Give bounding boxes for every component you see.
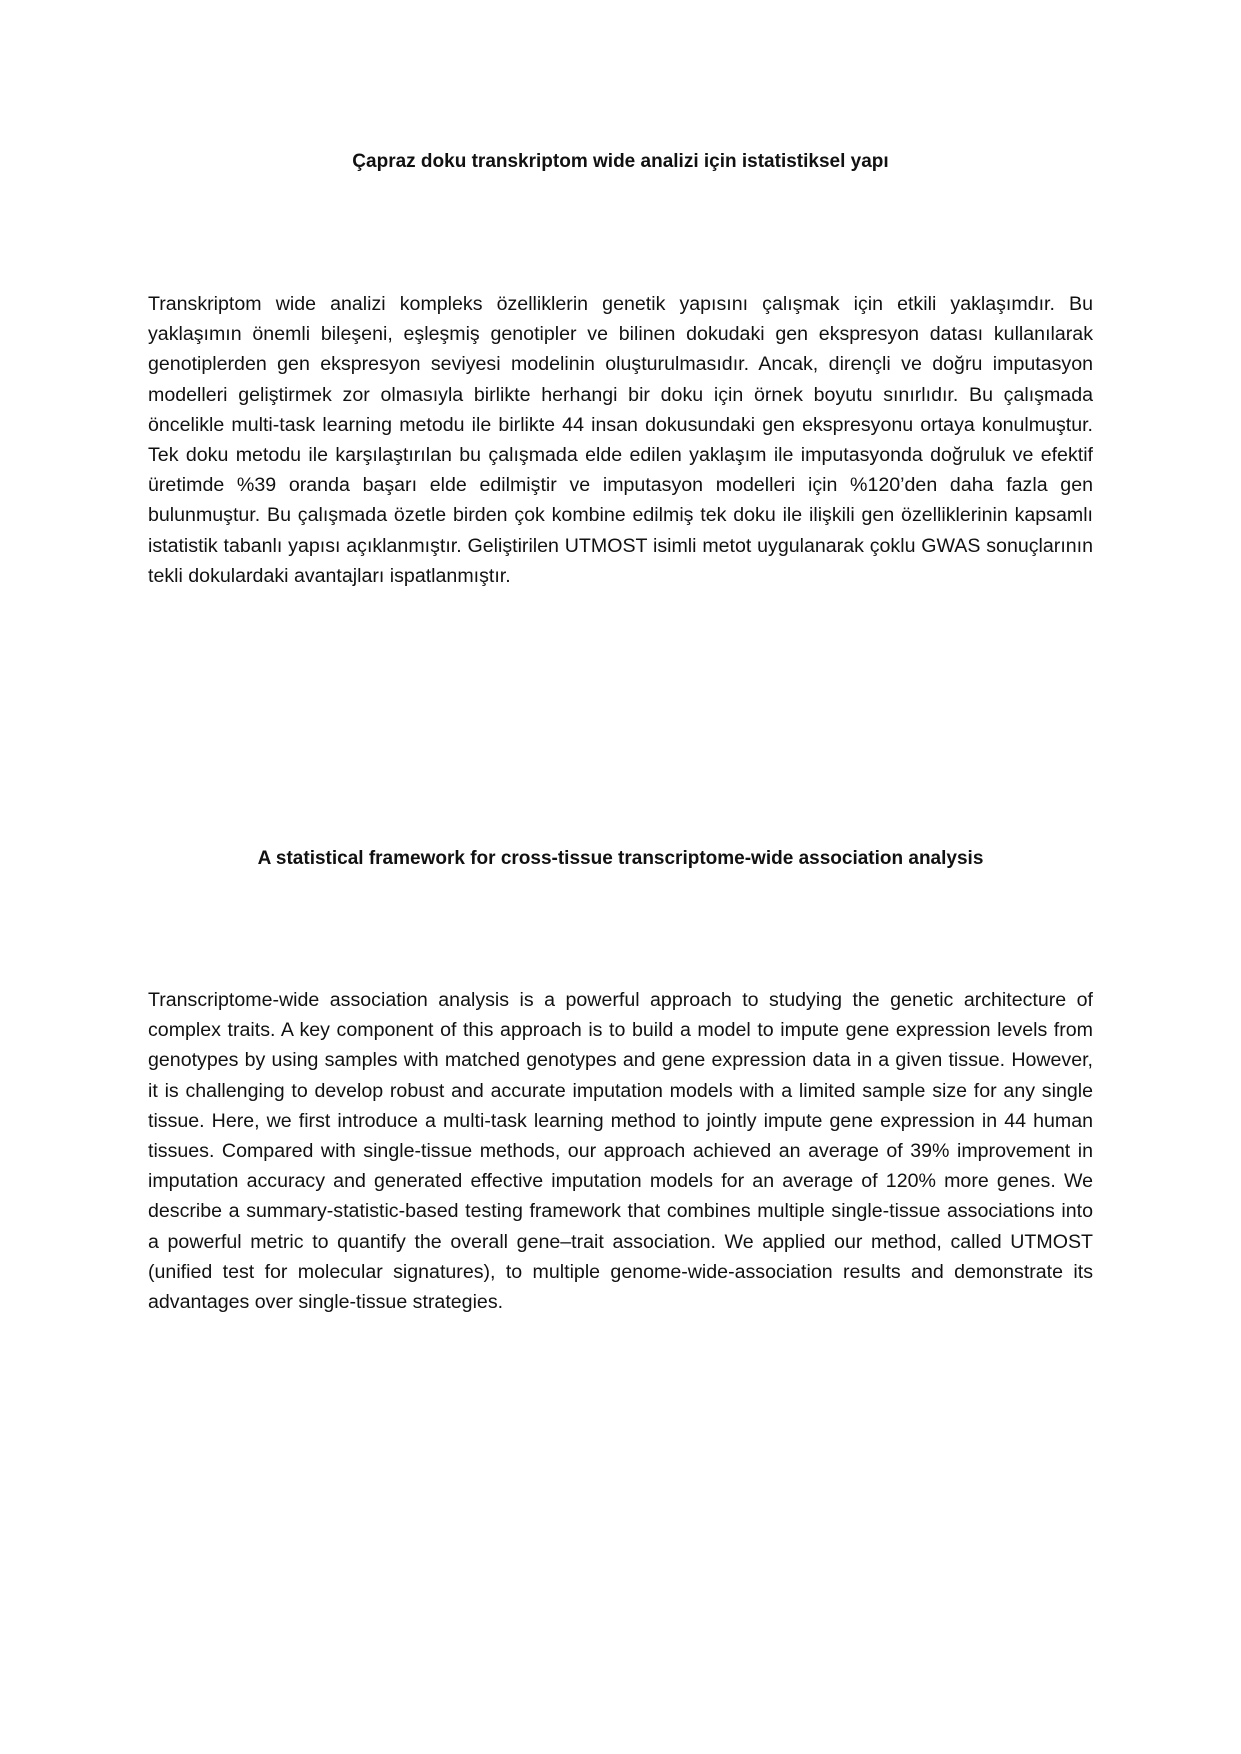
- turkish-title: Çapraz doku transkriptom wide analizi için istatistiksel yapı: [352, 151, 889, 172]
- turkish-abstract: Transkriptom wide analizi kompleks özelliklerin genetik yapısını çalışmak için etkili yaklaşımdır. Bu yaklaşımın önemli bileşeni, eşleşmiş genotipler ve bilinen dokudaki gen ekspresyon datası kullanılarak genotiplerden gen ekspresyon seviyesi modelinin oluşturulmasıdır. Ancak, dirençli ve doğru imputasyon modelleri geliştirmek zor olmasıyla birlikte herhangi bir doku için örnek boyutu sınırlıdır. Bu çalışmada öncelikle multi-task learning metodu ile birlikte 44 insan dokusundaki gen ekspresyonu ortaya konulmuştur. Tek doku metodu ile karşılaştırılan bu çalışmada elde edilen yaklaşım ile imputasyonda doğruluk ve efektif üretimde %39 oranda başarı elde edilmiştir ve imputasyon modelleri için %120’den daha fazla gen bulunmuştur. Bu çalışmada özetle birden çok kombine edilmiş tek doku ile ilişkili gen özelliklerinin kapsamlı istatistik tabanlı yapısı açıklanmıştır. Geliştirilen UTMOST isimli metot uygulanarak çoklu GWAS sonuçlarının tekli dokulardaki avantajları ispatlanmıştır.: [148, 293, 1093, 587]
- english-abstract: Transcriptome-wide association analysis is a powerful approach to studying the genetic architecture of complex traits. A key component of this approach is to build a model to impute gene expression levels from genotypes by using samples with matched genotypes and gene expression data in a given tissue. However, it is challenging to develop robust and accurate imputation models with a limited sample size for any single tissue. Here, we first introduce a multi-task learning method to jointly impute gene expression in 44 human tissues. Compared with single-tissue methods, our approach achieved an average of 39% improvement in imputation accuracy and generated effective imputation models for an average of 120% more genes. We describe a summary-statistic-based testing framework that combines multiple single-tissue associations into a powerful metric to quantify the overall gene–trait association. We applied our method, called UTMOST (unified test for molecular signatures), to multiple genome-wide-association results and demonstrate its advantages over single-tissue strategies.: [148, 989, 1093, 1314]
- english-title: A statistical framework for cross-tissue transcriptome-wide association analysis: [257, 848, 984, 869]
